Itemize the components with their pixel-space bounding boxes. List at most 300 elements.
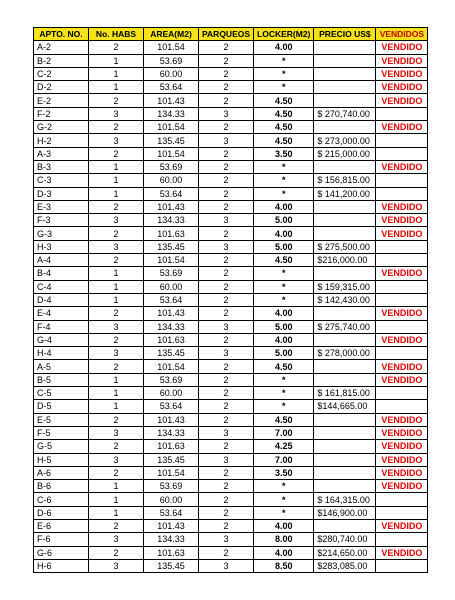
cell-area: 134.33	[144, 214, 199, 227]
cell-habs: 2	[89, 227, 144, 240]
cell-area: 101.54	[144, 121, 199, 134]
cell-locker: *	[254, 187, 314, 200]
cell-habs: 3	[89, 320, 144, 333]
cell-vendido: VENDIDO	[376, 466, 428, 479]
cell-locker: 4.00	[254, 200, 314, 213]
cell-habs: 3	[89, 214, 144, 227]
cell-precio: $146,900.00	[314, 506, 376, 519]
col-header-locker: LOCKER(M2)	[254, 28, 314, 41]
cell-parqueos: 2	[199, 440, 254, 453]
cell-apto: E-4	[34, 307, 89, 320]
table-row	[34, 360, 428, 373]
cell-vendido	[376, 506, 428, 519]
cell-vendido	[376, 174, 428, 187]
cell-habs: 3	[89, 134, 144, 147]
cell-area: 135.45	[144, 559, 199, 572]
table-row	[34, 267, 428, 280]
cell-precio	[314, 81, 376, 94]
table-row	[34, 546, 428, 559]
cell-vendido	[376, 493, 428, 506]
cell-vendido	[376, 187, 428, 200]
col-header-area: AREA(M2)	[144, 28, 199, 41]
cell-parqueos: 3	[199, 453, 254, 466]
table-row	[34, 121, 428, 134]
cell-parqueos: 2	[199, 506, 254, 519]
cell-vendido: VENDIDO	[376, 267, 428, 280]
cell-habs: 1	[89, 174, 144, 187]
cell-parqueos: 2	[199, 546, 254, 559]
cell-locker: *	[254, 480, 314, 493]
cell-parqueos: 2	[199, 267, 254, 280]
cell-parqueos: 2	[199, 480, 254, 493]
cell-parqueos: 2	[199, 160, 254, 173]
cell-area: 60.00	[144, 493, 199, 506]
cell-apto: A-4	[34, 254, 89, 267]
cell-precio	[314, 41, 376, 54]
cell-locker: 3.50	[254, 466, 314, 479]
cell-area: 101.63	[144, 333, 199, 346]
table-row	[34, 54, 428, 67]
cell-precio	[314, 307, 376, 320]
cell-area: 53.69	[144, 54, 199, 67]
cell-apto: B-6	[34, 480, 89, 493]
col-header-habs: No. HABS	[89, 28, 144, 41]
cell-area: 60.00	[144, 280, 199, 293]
cell-apto: B-5	[34, 373, 89, 386]
cell-vendido	[376, 533, 428, 546]
cell-parqueos: 2	[199, 466, 254, 479]
cell-locker: 7.00	[254, 453, 314, 466]
cell-precio	[314, 413, 376, 426]
cell-apto: A-3	[34, 147, 89, 160]
cell-apto: E-2	[34, 94, 89, 107]
cell-parqueos: 3	[199, 426, 254, 439]
cell-locker: 8.50	[254, 559, 314, 572]
cell-locker: 4.00	[254, 546, 314, 559]
cell-habs: 1	[89, 280, 144, 293]
cell-parqueos: 3	[199, 347, 254, 360]
cell-apto: A-5	[34, 360, 89, 373]
cell-parqueos: 2	[199, 413, 254, 426]
cell-locker: 4.25	[254, 440, 314, 453]
cell-precio: $ 156,815.00	[314, 174, 376, 187]
cell-apto: F-5	[34, 426, 89, 439]
cell-parqueos: 2	[199, 400, 254, 413]
cell-habs: 2	[89, 440, 144, 453]
cell-vendido: VENDIDO	[376, 480, 428, 493]
cell-area: 53.64	[144, 187, 199, 200]
cell-area: 53.64	[144, 506, 199, 519]
cell-parqueos: 2	[199, 387, 254, 400]
table-row	[34, 94, 428, 107]
table-row	[34, 293, 428, 306]
col-header-parqueos: PARQUEOS	[199, 28, 254, 41]
cell-vendido: VENDIDO	[376, 94, 428, 107]
cell-locker: *	[254, 373, 314, 386]
cell-apto: B-4	[34, 267, 89, 280]
cell-precio: $ 142,430.00	[314, 293, 376, 306]
cell-apto: H-6	[34, 559, 89, 572]
col-header-apto: APTO. NO.	[34, 28, 89, 41]
cell-habs: 2	[89, 147, 144, 160]
cell-precio: $280,740.00	[314, 533, 376, 546]
table-row	[34, 400, 428, 413]
cell-locker: 4.50	[254, 254, 314, 267]
table-row	[34, 559, 428, 572]
cell-parqueos: 2	[199, 147, 254, 160]
table-row	[34, 373, 428, 386]
table-body	[34, 41, 428, 573]
cell-apto: F-2	[34, 107, 89, 120]
cell-locker: *	[254, 293, 314, 306]
cell-habs: 2	[89, 94, 144, 107]
cell-habs: 3	[89, 347, 144, 360]
cell-precio	[314, 200, 376, 213]
cell-area: 135.45	[144, 240, 199, 253]
cell-area: 135.45	[144, 453, 199, 466]
table-row	[34, 227, 428, 240]
cell-area: 53.64	[144, 400, 199, 413]
cell-apto: D-2	[34, 81, 89, 94]
cell-apto: H-4	[34, 347, 89, 360]
table-row	[34, 174, 428, 187]
table-row	[34, 333, 428, 346]
cell-area: 60.00	[144, 174, 199, 187]
cell-locker: 5.00	[254, 240, 314, 253]
cell-apto: F-3	[34, 214, 89, 227]
cell-apto: C-3	[34, 174, 89, 187]
cell-apto: G-6	[34, 546, 89, 559]
cell-locker: 4.50	[254, 134, 314, 147]
cell-vendido: VENDIDO	[376, 214, 428, 227]
table-row	[34, 200, 428, 213]
cell-habs: 1	[89, 293, 144, 306]
cell-habs: 2	[89, 41, 144, 54]
cell-parqueos: 2	[199, 493, 254, 506]
cell-vendido: VENDIDO	[376, 440, 428, 453]
cell-precio	[314, 214, 376, 227]
cell-habs: 1	[89, 506, 144, 519]
cell-precio	[314, 333, 376, 346]
cell-apto: E-5	[34, 413, 89, 426]
cell-locker: 4.00	[254, 519, 314, 532]
cell-habs: 3	[89, 559, 144, 572]
cell-parqueos: 3	[199, 214, 254, 227]
cell-habs: 1	[89, 54, 144, 67]
cell-apto: D-3	[34, 187, 89, 200]
cell-precio: $ 270,740.00	[314, 107, 376, 120]
cell-apto: D-6	[34, 506, 89, 519]
cell-habs: 1	[89, 493, 144, 506]
table-row	[34, 254, 428, 267]
cell-precio: $ 141,200.00	[314, 187, 376, 200]
cell-area: 101.43	[144, 413, 199, 426]
cell-precio: $ 273,000.00	[314, 134, 376, 147]
cell-precio: $214,650.00	[314, 546, 376, 559]
cell-vendido: VENDIDO	[376, 373, 428, 386]
cell-apto: H-5	[34, 453, 89, 466]
cell-vendido: VENDIDO	[376, 453, 428, 466]
cell-area: 101.43	[144, 200, 199, 213]
cell-apto: B-3	[34, 160, 89, 173]
cell-locker: 4.00	[254, 41, 314, 54]
cell-precio: $ 278,000.00	[314, 347, 376, 360]
cell-vendido	[376, 400, 428, 413]
table-row	[34, 426, 428, 439]
cell-habs: 2	[89, 333, 144, 346]
cell-vendido: VENDIDO	[376, 160, 428, 173]
cell-parqueos: 2	[199, 227, 254, 240]
table-row	[34, 240, 428, 253]
cell-precio	[314, 54, 376, 67]
cell-precio	[314, 227, 376, 240]
cell-area: 53.69	[144, 373, 199, 386]
cell-locker: 5.00	[254, 347, 314, 360]
cell-area: 53.69	[144, 480, 199, 493]
cell-apto: G-3	[34, 227, 89, 240]
cell-apto: H-3	[34, 240, 89, 253]
cell-apto: A-6	[34, 466, 89, 479]
cell-apto: C-4	[34, 280, 89, 293]
cell-precio: $ 215,000.00	[314, 147, 376, 160]
cell-locker: *	[254, 493, 314, 506]
cell-area: 101.43	[144, 307, 199, 320]
cell-vendido	[376, 387, 428, 400]
cell-precio	[314, 267, 376, 280]
cell-vendido	[376, 293, 428, 306]
cell-vendido: VENDIDO	[376, 67, 428, 80]
cell-parqueos: 2	[199, 293, 254, 306]
cell-parqueos: 2	[199, 333, 254, 346]
cell-vendido: VENDIDO	[376, 307, 428, 320]
cell-habs: 3	[89, 107, 144, 120]
cell-vendido	[376, 134, 428, 147]
cell-area: 53.64	[144, 81, 199, 94]
cell-area: 134.33	[144, 320, 199, 333]
cell-habs: 2	[89, 121, 144, 134]
cell-apto: C-6	[34, 493, 89, 506]
cell-precio	[314, 160, 376, 173]
cell-habs: 2	[89, 413, 144, 426]
cell-habs: 1	[89, 373, 144, 386]
cell-vendido	[376, 240, 428, 253]
table-row	[34, 347, 428, 360]
table-row	[34, 413, 428, 426]
cell-locker: *	[254, 280, 314, 293]
cell-parqueos: 2	[199, 174, 254, 187]
cell-area: 101.43	[144, 94, 199, 107]
cell-vendido	[376, 559, 428, 572]
cell-locker: 4.50	[254, 413, 314, 426]
cell-area: 134.33	[144, 533, 199, 546]
cell-apto: H-2	[34, 134, 89, 147]
cell-locker: *	[254, 267, 314, 280]
cell-habs: 1	[89, 387, 144, 400]
cell-habs: 1	[89, 81, 144, 94]
table-row	[34, 320, 428, 333]
cell-precio	[314, 453, 376, 466]
cell-parqueos: 2	[199, 94, 254, 107]
cell-area: 60.00	[144, 67, 199, 80]
cell-locker: *	[254, 81, 314, 94]
cell-precio	[314, 519, 376, 532]
cell-area: 135.45	[144, 134, 199, 147]
col-header-vendidos: VENDIDOS	[376, 28, 428, 41]
cell-apto: D-5	[34, 400, 89, 413]
table-row	[34, 134, 428, 147]
cell-area: 101.54	[144, 466, 199, 479]
cell-apto: E-3	[34, 200, 89, 213]
cell-precio	[314, 426, 376, 439]
cell-parqueos: 2	[199, 519, 254, 532]
cell-locker: *	[254, 387, 314, 400]
table-row	[34, 67, 428, 80]
cell-habs: 2	[89, 200, 144, 213]
cell-area: 101.43	[144, 519, 199, 532]
cell-habs: 1	[89, 160, 144, 173]
cell-parqueos: 3	[199, 533, 254, 546]
cell-locker: 4.50	[254, 107, 314, 120]
cell-apto: C-5	[34, 387, 89, 400]
cell-apto: A-2	[34, 41, 89, 54]
cell-parqueos: 2	[199, 81, 254, 94]
cell-apto: F-6	[34, 533, 89, 546]
cell-locker: 4.00	[254, 307, 314, 320]
table-row	[34, 519, 428, 532]
table-row	[34, 280, 428, 293]
cell-vendido: VENDIDO	[376, 227, 428, 240]
cell-area: 101.63	[144, 227, 199, 240]
cell-vendido: VENDIDO	[376, 200, 428, 213]
cell-parqueos: 2	[199, 254, 254, 267]
col-header-precio: PRECIO US$	[314, 28, 376, 41]
cell-apto: B-2	[34, 54, 89, 67]
cell-vendido	[376, 147, 428, 160]
table-row	[34, 214, 428, 227]
cell-habs: 2	[89, 519, 144, 532]
cell-precio: $ 275,500.00	[314, 240, 376, 253]
cell-precio	[314, 67, 376, 80]
cell-parqueos: 2	[199, 307, 254, 320]
cell-vendido: VENDIDO	[376, 360, 428, 373]
cell-locker: 4.50	[254, 121, 314, 134]
cell-area: 101.63	[144, 546, 199, 559]
cell-habs: 2	[89, 307, 144, 320]
cell-vendido: VENDIDO	[376, 41, 428, 54]
cell-habs: 2	[89, 360, 144, 373]
cell-apto: F-4	[34, 320, 89, 333]
cell-apto: E-6	[34, 519, 89, 532]
cell-area: 134.33	[144, 107, 199, 120]
cell-apto: C-2	[34, 67, 89, 80]
cell-locker: 7.00	[254, 426, 314, 439]
table-row	[34, 493, 428, 506]
cell-locker: 4.00	[254, 333, 314, 346]
cell-locker: 8.00	[254, 533, 314, 546]
cell-precio: $ 161,815.00	[314, 387, 376, 400]
cell-habs: 2	[89, 254, 144, 267]
table-row	[34, 81, 428, 94]
cell-precio: $283,085.00	[314, 559, 376, 572]
table-row	[34, 147, 428, 160]
cell-habs: 3	[89, 453, 144, 466]
cell-locker: 4.50	[254, 360, 314, 373]
cell-parqueos: 3	[199, 107, 254, 120]
cell-vendido	[376, 107, 428, 120]
cell-habs: 2	[89, 466, 144, 479]
table-row	[34, 307, 428, 320]
cell-precio	[314, 94, 376, 107]
cell-area: 53.69	[144, 160, 199, 173]
cell-habs: 1	[89, 187, 144, 200]
cell-area: 101.54	[144, 360, 199, 373]
table-row	[34, 107, 428, 120]
cell-vendido	[376, 347, 428, 360]
cell-precio	[314, 121, 376, 134]
cell-locker: 5.00	[254, 214, 314, 227]
cell-parqueos: 2	[199, 280, 254, 293]
units-table	[33, 27, 428, 573]
cell-precio	[314, 480, 376, 493]
cell-locker: *	[254, 174, 314, 187]
cell-precio: $216,000.00	[314, 254, 376, 267]
cell-parqueos: 3	[199, 559, 254, 572]
cell-locker: *	[254, 506, 314, 519]
cell-habs: 1	[89, 67, 144, 80]
cell-habs: 1	[89, 480, 144, 493]
table-row	[34, 187, 428, 200]
cell-vendido: VENDIDO	[376, 121, 428, 134]
cell-habs: 1	[89, 400, 144, 413]
cell-precio: $ 164,315.00	[314, 493, 376, 506]
cell-vendido: VENDIDO	[376, 413, 428, 426]
cell-locker: 4.00	[254, 227, 314, 240]
cell-locker: 3.50	[254, 147, 314, 160]
cell-habs: 3	[89, 240, 144, 253]
cell-locker: *	[254, 160, 314, 173]
cell-precio: $ 275,740.00	[314, 320, 376, 333]
cell-precio	[314, 440, 376, 453]
cell-vendido	[376, 280, 428, 293]
table-row	[34, 41, 428, 54]
cell-area: 134.33	[144, 426, 199, 439]
cell-locker: *	[254, 54, 314, 67]
cell-vendido: VENDIDO	[376, 519, 428, 532]
table-row	[34, 533, 428, 546]
cell-parqueos: 2	[199, 360, 254, 373]
cell-habs: 1	[89, 267, 144, 280]
cell-habs: 2	[89, 546, 144, 559]
table-row	[34, 480, 428, 493]
cell-parqueos: 2	[199, 121, 254, 134]
cell-vendido: VENDIDO	[376, 333, 428, 346]
cell-area: 101.54	[144, 254, 199, 267]
cell-precio	[314, 466, 376, 479]
cell-parqueos: 2	[199, 200, 254, 213]
cell-parqueos: 2	[199, 373, 254, 386]
cell-locker: 4.50	[254, 94, 314, 107]
cell-area: 101.54	[144, 147, 199, 160]
cell-vendido	[376, 254, 428, 267]
cell-parqueos: 3	[199, 240, 254, 253]
cell-habs: 3	[89, 426, 144, 439]
header-row	[34, 28, 428, 41]
cell-area: 53.69	[144, 267, 199, 280]
cell-vendido: VENDIDO	[376, 546, 428, 559]
cell-apto: G-4	[34, 333, 89, 346]
table-row	[34, 160, 428, 173]
cell-apto: G-2	[34, 121, 89, 134]
